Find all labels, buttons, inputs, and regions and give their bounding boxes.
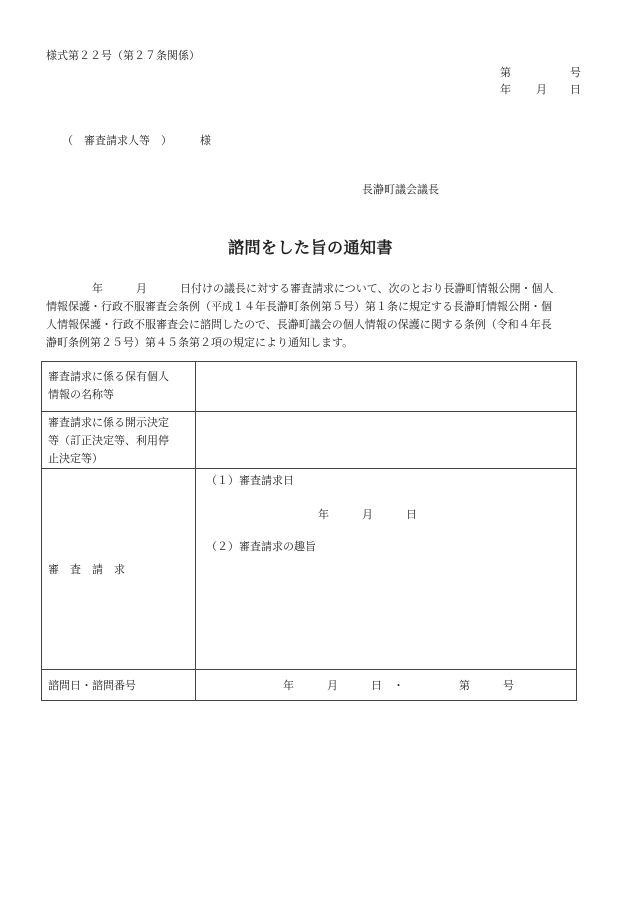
body-line: 情報保護・行政不服審査会条例（平成１４年長瀞町条例第５号）第１条に規定する長瀞町情報公開・個 [46, 300, 552, 313]
request-purpose-item: （２）審査請求の趣旨 [206, 540, 316, 553]
notice-table [41, 361, 577, 701]
body-line: 瀞町条例第２５号）第４５条第２項の規定により通知します。 [46, 336, 354, 349]
disclosure-decision-value [196, 412, 577, 469]
request-date-item: （１）審査請求日 [206, 474, 294, 487]
requester-name: （ 審査請求人等 ） [62, 134, 172, 147]
form-id: 様式第２２号（第２７条関係） [46, 49, 200, 62]
body-text [46, 280, 586, 352]
review-request-label: 審 査 請 求 [48, 563, 125, 576]
number-label-dai: 第 [500, 66, 511, 79]
number-label-go: 号 [570, 66, 581, 79]
review-request-value [196, 469, 577, 670]
body-line: 人情報保護・行政不服審査会に諮問したので、長瀞町議会の個人情報の保護に関する条例（令和４年長 [46, 318, 552, 331]
inquiry-date-number-label: 諮問日・諮問番号 [48, 679, 136, 692]
held-info-name-value [196, 362, 577, 412]
honorific: 様 [200, 134, 211, 147]
label-line: 審査請求に係る保有個人 [48, 370, 169, 383]
sender: 長瀞町議会議長 [362, 183, 439, 196]
date-day-label: 日 [570, 83, 581, 96]
inquiry-date-number-text: 年 月 日 ・ 第 号 [283, 679, 514, 692]
date-year-label: 年 [500, 83, 511, 96]
request-date-value: 年 月 日 [318, 508, 417, 521]
body-line: 年 月 日付けの議長に対する審査請求について、次のとおり長瀞町情報公開・個人 [92, 282, 554, 295]
disclosure-decision-label [42, 412, 196, 469]
label-line: 情報の名称等 [48, 388, 114, 401]
label-line: 止決定等） [48, 452, 103, 465]
held-info-name-label [42, 362, 196, 412]
date-month-label: 月 [536, 83, 547, 96]
document-title: 諮問をした旨の通知書 [228, 238, 394, 257]
inquiry-label-cell [42, 670, 196, 701]
inquiry-date-number-value [196, 670, 577, 701]
label-line: 等（訂正決定等、利用停 [48, 434, 169, 447]
review-request-label-cell [42, 469, 196, 670]
label-line: 審査請求に係る開示決定 [48, 416, 169, 429]
